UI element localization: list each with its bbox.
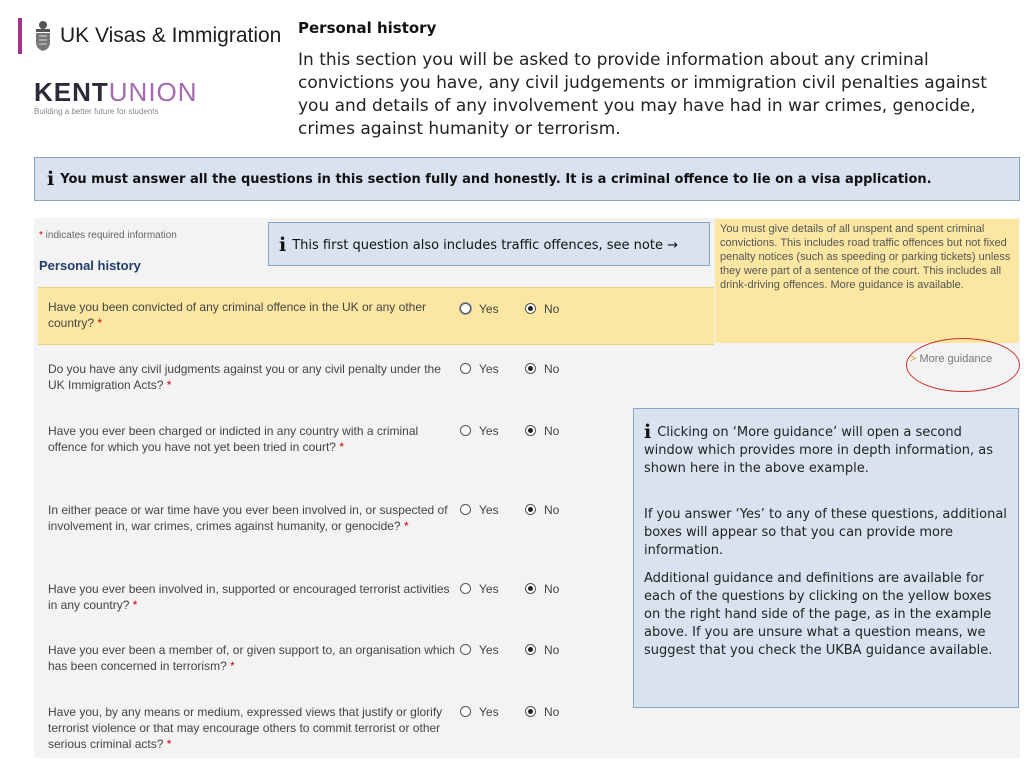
- kent-wordmark-bold: KENT: [34, 77, 109, 107]
- radio-group: [460, 502, 580, 520]
- radio-no-circle[interactable]: [525, 425, 536, 436]
- radio-yes-circle[interactable]: [460, 706, 471, 717]
- required-note: [39, 230, 177, 241]
- ukvi-logo: [14, 14, 282, 60]
- radio-group: [460, 581, 580, 599]
- ukvi-name: UK Visas & Immigration: [60, 24, 282, 47]
- traffic-offences-callout: [268, 222, 710, 266]
- union-wordmark-light: UNION: [108, 77, 198, 107]
- kent-union-wordmark: [34, 78, 244, 106]
- radio-yes-circle[interactable]: [460, 425, 471, 436]
- question-civil-judgments: [38, 361, 714, 401]
- radio-no-circle[interactable]: [525, 504, 536, 515]
- kent-union-tagline: Building a better future for students: [34, 107, 159, 116]
- radio-no[interactable]: No: [525, 642, 559, 658]
- radio-yes[interactable]: Yes: [460, 581, 499, 597]
- question-text: Have you ever been charged or indicted in any country with a criminal offence for which you have not yet been tried in court? *: [48, 424, 419, 454]
- kent-union-logo: [34, 78, 244, 123]
- info-icon: i: [644, 421, 652, 443]
- radio-yes-circle[interactable]: [460, 644, 471, 655]
- radio-no[interactable]: No: [525, 301, 559, 317]
- radio-yes[interactable]: Yes: [460, 301, 499, 317]
- question-glorify-terrorism: [38, 704, 714, 756]
- radio-no[interactable]: No: [525, 704, 559, 720]
- question-war-crimes: [38, 502, 714, 554]
- question-text: Have you been convicted of any criminal offence in the UK or any other country? *: [48, 300, 426, 330]
- radio-yes-circle[interactable]: [460, 504, 471, 515]
- radio-group: [460, 361, 580, 379]
- radio-yes[interactable]: Yes: [460, 704, 499, 720]
- required-note-text: indicates required information: [42, 230, 177, 241]
- radio-group: [460, 301, 580, 319]
- explainer-p2: If you answer ‘Yes’ to any of these questions, additional boxes will appear so that you can provide more information.: [644, 507, 1007, 558]
- logo-accent-bar: [18, 18, 22, 54]
- info-icon: i: [279, 234, 287, 256]
- explainer-p3: Additional guidance and definitions are available for each of the questions by clicking on the yellow boxes on the right hand side of the page, as in the example above. If you are unsure what a question means, we suggest that you check the UKBA guidance available.: [644, 571, 993, 658]
- radio-no-circle[interactable]: [525, 583, 536, 594]
- radio-no[interactable]: No: [525, 581, 559, 597]
- intro-paragraph: In this section you will be asked to provide information about any criminal convictions you have, any civil judgements or immigration civil penalties against you and details of any involvement you may have had in war crimes, genocide, crimes against humanity or terrorism.: [298, 50, 987, 139]
- question-text: Have you ever been involved in, supported or encouraged terrorist activities in any country? *: [48, 582, 450, 612]
- intro-heading: Personal history: [298, 19, 437, 37]
- radio-yes[interactable]: Yes: [460, 423, 499, 439]
- radio-yes[interactable]: Yes: [460, 361, 499, 377]
- radio-no[interactable]: No: [525, 502, 559, 518]
- guidance-explainer-callout: [633, 408, 1019, 708]
- explainer-p1: i Clicking on ‘More guidance’ will open a second window which provides more in depth information, as shown here in the above example.: [644, 421, 993, 476]
- radio-yes-circle[interactable]: [460, 303, 471, 314]
- guidance-box[interactable]: You must give details of all unspent and spent criminal convictions. This includes road traffic offences but not fixed penalty notices (such as speeding or parking tickets) unless they were part of a sentence of the court. This includes all drink-driving offences. More guidance is available.: [715, 219, 1019, 343]
- honesty-callout: [34, 157, 1020, 201]
- annotation-ellipse: [906, 338, 1020, 392]
- radio-group: [460, 642, 580, 660]
- radio-no-circle[interactable]: [525, 644, 536, 655]
- question-text: In either peace or war time have you ever been involved in, or suspected of involvement in, war crimes, crimes against humanity, or genocide? *: [48, 503, 448, 533]
- honesty-callout-text: You must answer all the questions in this section fully and honestly. It is a criminal offence to lie on a visa application.: [60, 172, 932, 187]
- question-text: Have you, by any means or medium, expressed views that justify or glorify terrorist violence or that may encourage others to commit terrorist or other serious criminal acts? *: [48, 705, 443, 751]
- radio-yes[interactable]: Yes: [460, 502, 499, 518]
- question-text: Do you have any civil judgments against you or any civil penalty under the UK Immigration Acts? *: [48, 362, 441, 392]
- question-terrorist-organisation: [38, 642, 714, 678]
- radio-no[interactable]: No: [525, 423, 559, 439]
- chevron-right-icon: >: [910, 353, 917, 365]
- radio-yes-circle[interactable]: [460, 583, 471, 594]
- radio-no[interactable]: No: [525, 361, 559, 377]
- radio-no-circle[interactable]: [525, 363, 536, 374]
- royal-crest-icon: [32, 20, 54, 52]
- question-charged-indicted: [38, 423, 714, 475]
- question-terrorist-activities: [38, 581, 714, 617]
- question-criminal-conviction: [38, 287, 714, 345]
- radio-yes[interactable]: Yes: [460, 642, 499, 658]
- radio-no-circle[interactable]: [525, 706, 536, 717]
- more-guidance-label: More guidance: [919, 353, 993, 365]
- form-section-title: Personal history: [39, 258, 141, 273]
- traffic-offences-text: This first question also includes traffic offences, see note →: [292, 238, 678, 253]
- radio-yes-circle[interactable]: [460, 363, 471, 374]
- question-text: Have you ever been a member of, or given support to, an organisation which has been concerned in terrorism? *: [48, 643, 455, 673]
- radio-group: [460, 423, 580, 441]
- radio-no-circle[interactable]: [525, 303, 536, 314]
- info-icon: i: [47, 168, 55, 190]
- required-star: *: [39, 230, 43, 241]
- radio-group: [460, 704, 580, 722]
- intro-section: [298, 19, 1008, 141]
